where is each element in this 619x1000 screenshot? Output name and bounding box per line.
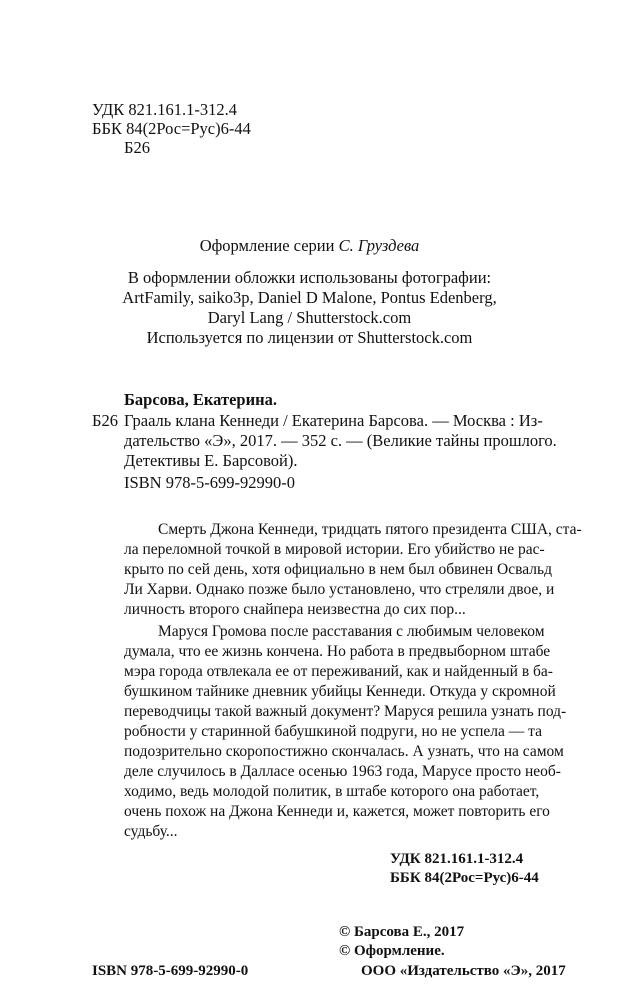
bottom-isbn: ISBN 978-5-699-92990-0 <box>92 963 249 979</box>
series-design-prefix: Оформление серии <box>199 236 339 255</box>
series-design-credit <box>0 236 619 255</box>
bottom-udk: УДК 821.161.1-312.4 <box>390 851 524 867</box>
annotation-p2-line-11: судьбу... <box>124 823 178 840</box>
catalog-side-mark: Б26 <box>92 411 118 430</box>
bottom-bbk: ББК 84(2Рос=Рус)6-44 <box>390 870 539 886</box>
annotation-p1-line-1: Смерть Джона Кеннеди, тридцать пятого президента США, ста- <box>158 521 582 538</box>
top-udk: УДК 821.161.1-312.4 <box>92 100 238 119</box>
annotation-p2-line-2: думала, что ее жизнь кончена. Но работа в предвыборном штабе <box>124 643 551 660</box>
series-designer-name: С. Груздева <box>338 236 420 255</box>
annotation-p2-line-1: Маруся Громова после расставания с любимым человеком <box>158 623 545 640</box>
top-bbk: ББК 84(2Рос=Рус)6-44 <box>92 119 251 138</box>
copyright-publisher: ООО «Издательство «Э», 2017 <box>361 963 566 979</box>
annotation-p2-line-3: мэра города отвлекала ее от переживаний, как и найденный в ба- <box>124 663 553 680</box>
cover-credit-line-1: В оформлении обложки использованы фотографии: <box>127 268 492 287</box>
catalog-entry-line-1: Грааль клана Кеннеди / Екатерина Барсова. — Москва : Из- <box>124 411 543 430</box>
copyright-author: © Барсова Е., 2017 <box>339 924 465 940</box>
cover-credit-line-2: ArtFamily, saiko3p, Daniel D Malone, Pontus Edenberg, <box>122 288 497 307</box>
annotation-p2-line-7: подозрительно скоропостижно скончалась. А узнать, что на самом <box>124 743 564 760</box>
cover-credit-line-3: Daryl Lang / Shutterstock.com <box>207 308 412 327</box>
cover-credit-line-4: Используется по лицензии от Shutterstock.com <box>146 328 473 347</box>
annotation-p2-line-6: робности у старинной бабушкиной подруги, но не успела — та <box>124 723 542 740</box>
catalog-isbn: ISBN 978-5-699-92990-0 <box>124 473 295 492</box>
annotation-p2-line-8: деле случилось в Далласе осенью 1963 года, Марусе просто необ- <box>124 763 561 780</box>
annotation-p1-line-2: ла переломной точкой в мировой истории. Его убийство не рас- <box>124 541 545 558</box>
annotation-p1-line-5: личность второго снайпера неизвестна до сих пор... <box>124 601 466 618</box>
catalog-entry-line-3: Детективы Е. Барсовой). <box>124 451 298 470</box>
annotation-p2-line-4: бушкином тайнике дневник убийцы Кеннеди. Откуда у скромной <box>124 683 556 700</box>
annotation-p1-line-4: Ли Харви. Однако позже было установлено, что стреляли двое, и <box>124 581 555 598</box>
catalog-entry-line-2: дательство «Э», 2017. — 352 с. — (Великие тайны прошлого. <box>124 431 557 450</box>
copyright-design: © Оформление. <box>339 943 445 959</box>
annotation-p2-line-10: очень похож на Джона Кеннеди и, кажется, может повторить его <box>124 803 550 820</box>
annotation-p1-line-3: крыто по сей день, хотя официально в нем был обвинен Освальд <box>124 561 552 578</box>
annotation-p2-line-9: ходимо, ведь молодой политик, в штабе которого она работает, <box>124 783 540 800</box>
top-author-mark: Б26 <box>124 138 150 157</box>
catalog-author-heading: Барсова, Екатерина. <box>124 390 277 409</box>
annotation-p2-line-5: переводчицы такой важный документ? Маруся решила узнать под- <box>124 703 567 720</box>
